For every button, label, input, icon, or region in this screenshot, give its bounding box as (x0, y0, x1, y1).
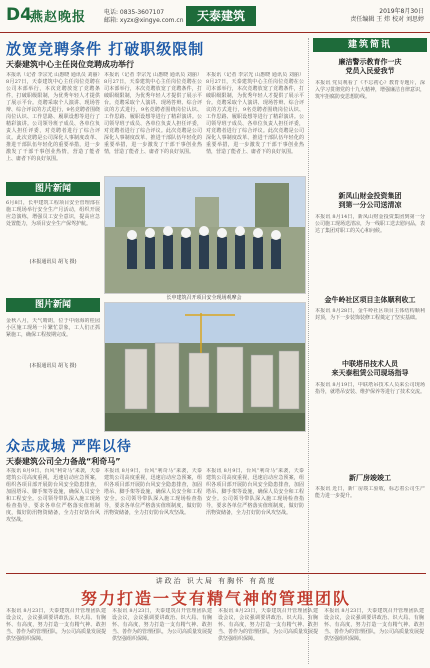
brief-title-4: 中联塔吊技术人员 来天泰租赁公司现场指导 (331, 360, 409, 377)
brief-title-1: 廉洁警示教育作一庆 党员入民爱我节 (338, 58, 402, 75)
news-briefs-sidebar (308, 38, 427, 664)
brief-body-5: 本报讯 近日，新厂房竣工验收，标志着公司生产能力进一步提升。 (315, 486, 425, 499)
lead-subhead: 天泰建筑中心主任岗位竞聘成功举行 (6, 60, 134, 69)
lead-body-col1: 本报讯（记者 李宗光 山惠晓 通讯员 刘丽）8月27日，天泰建筑中心主任岗位竞聘在公司本部举行，本次竞聘放宽了竞聘条件，打破职级限制，为优秀年轻人才提供了展示平台。竞聘采取个人演讲、现场答辩、综合评议的方式进行，9名竞聘者围绕岗位认识、工作思路、履职设想等进行了精彩演讲。公司领导班子成员、各单位负责人担任评委，对竞聘者进行了综合评议。此次竞聘是公司深化人事制度改革、推进干部队伍年轻化的重要举措，进一步激发了干部干事创业热情，营造了能者上、庸者下的良好氛围。 (6, 72, 100, 162)
bottom-body-col4: 本报讯 8月23日，天泰建筑召开管理团队建设会议，会议强调要讲政治、识大局、有胸怀、有高度，努力打造一支有精气神、敢担当、善作为的管理团队，为公司高质量发展提供坚强组织保障。 (324, 608, 424, 642)
second-body-col1: 本报讯 8月9日，台风“利奇马”来袭，天泰建筑公司高度重视，迅速启动应急预案，组织各项目部开展防台风安全隐患排查，加固塔吊、脚手架等设施，确保人员安全和工程安全。公司领导带队深入施工现场检查指导，要求各单位严格落实值班制度，做好防汛物资储备，全力打好防台风攻坚战。 (6, 468, 100, 523)
group-photo-illustration (105, 177, 305, 293)
newspaper-logo: 燕赵晚报 (30, 10, 87, 25)
brief-body-4: 本报讯 8月19日，中联塔吊技术人员来公司现场指导，就塔吊安装、维护保养等进行了技术交流。 (315, 382, 425, 395)
contact-info (104, 9, 184, 25)
brief-body-3: 本报讯 8月28日，金牛岭社区项目主体结构顺利封顶，为下一步装饰装修工程奠定了坚实基础。 (315, 308, 425, 321)
bottom-kicker: 讲政治 识大局 有胸怀 有高度 (155, 577, 277, 585)
editors: 责任编辑 王 炜 校对 刘思婷 (350, 16, 424, 23)
briefs-title: 建筑简讯 (313, 38, 427, 52)
photo-news-caption-2: 金秋八月，天气晴朗，位于中南海的桂园小区施工现场一片繁忙景象，工人们正抓紧施工，确保工程按期完成。 (6, 318, 100, 338)
second-headline: 众志成城 严阵以待 (6, 439, 132, 455)
second-subhead: 天泰建筑公司全力备战“利奇马” (6, 457, 121, 466)
brief-title-5: 新厂房竣竣工 (349, 474, 391, 482)
brief-body-1: 本报讯 党员观看了《不忘初心》教育专题片，深入学习贯彻党的十九大精神，增强廉洁自律意识，筑牢拒腐防变思想防线。 (315, 80, 425, 100)
section-divider (6, 573, 426, 574)
phone: 电话: 0835-3607107 (104, 9, 165, 16)
email: 邮箱: xyzx@xingye.com.cn (104, 17, 184, 24)
masthead (0, 0, 430, 33)
lead-body-col3: 本报讯（记者 李宗光 山惠晓 通讯员 刘丽）8月27日，天泰建筑中心主任岗位竞聘在公司本部举行，本次竞聘放宽了竞聘条件，打破职级限制，为优秀年轻人才提供了展示平台。竞聘采取个人演讲、现场答辩、综合评议的方式进行，9名竞聘者围绕岗位认识、工作思路、履职设想等进行了精彩演讲。公司领导班子成员、各单位负责人担任评委，对竞聘者进行了综合评议。此次竞聘是公司深化人事制度改革、推进干部队伍年轻化的重要举措，进一步激发了干部干事创业热情，营造了能者上、庸者下的良好氛围。 (206, 72, 304, 155)
brief-title-3: 金牛岭社区项目主体顺利收工 (324, 296, 416, 304)
date: 2019年8月30日 (379, 8, 424, 15)
brief-title-2: 新凤山财金投资集团 到第一分公司送清凉 (338, 192, 402, 209)
bottom-body-col1: 本报讯 8月23日，天泰建筑召开管理团队建设会议，会议强调要讲政治、识大局、有胸怀、有高度，努力打造一支有精气神、敢担当、善作为的管理团队，为公司高质量发展提供坚强组织保障。 (6, 608, 106, 642)
bottom-body-col2: 本报讯 8月23日，天泰建筑召开管理团队建设会议，会议强调要讲政治、识大局、有胸怀、有高度，努力打造一支有精气神、敢担当、善作为的管理团队，为公司高质量发展提供坚强组织保障。 (112, 608, 212, 642)
site-photo-illustration (105, 303, 305, 431)
second-body-col2: 本报讯 8月9日，台风“利奇马”来袭，天泰建筑公司高度重视，迅速启动应急预案，组织各项目部开展防台风安全隐患排查，加固塔吊、脚手架等设施，确保人员安全和工程安全。公司领导带队深入施工现场检查指导，要求各单位严格落实值班制度，做好防汛物资储备，全力打好防台风攻坚战。 (104, 468, 202, 516)
photo-news-caption-1: 6月8日，长申建筑工程项目安全管理部在施工现场举行安全生产月活动，组织开展应急演练，增强员工安全意识，提高应急处置能力，为项目安全生产保驾护航。 (6, 200, 100, 227)
bottom-body-col3: 本报讯 8月23日，天泰建筑召开管理团队建设会议，会议强调要讲政治、识大局、有胸怀、有高度，努力打造一支有精气神、敢担当、善作为的管理团队，为公司高质量发展提供坚强组织保障。 (218, 608, 318, 642)
construction-group-photo (104, 176, 306, 294)
lead-headline: 放宽竞聘条件 打破职级限制 (6, 40, 205, 58)
photo-news-source-2: (本报通讯员 胡飞 摄) (29, 363, 77, 369)
issue-date (318, 8, 424, 24)
photo-caption: 长申建筑召开项目安全现场观摩会 (166, 295, 242, 301)
photo-news-label-1: 图片新闻 (6, 182, 100, 196)
lead-body-col2: 本报讯（记者 李宗光 山惠晓 通讯员 刘丽）8月27日，天泰建筑中心主任岗位竞聘在公司本部举行，本次竞聘放宽了竞聘条件，打破职级限制，为优秀年轻人才提供了展示平台。竞聘采取个人演讲、现场答辩、综合评议的方式进行，9名竞聘者围绕岗位认识、工作思路、履职设想等进行了精彩演讲。公司领导班子成员、各单位负责人担任评委，对竞聘者进行了综合评议。此次竞聘是公司深化人事制度改革、推进干部队伍年轻化的重要举措，进一步激发了干部干事创业热情，营造了能者上、庸者下的良好氛围。 (104, 72, 202, 155)
section-title: 天泰建筑 (186, 6, 256, 26)
construction-site-photo (104, 302, 306, 432)
bottom-headline: 努力打造一支有精气神的管理团队 (80, 589, 351, 608)
brief-body-2: 本报讯 8月14日，新凤山财金投资集团到第一分公司施工现场送清凉，为一线职工送去慰问品，表达了集团对职工的关心和问候。 (315, 214, 425, 234)
page-number: D4 (6, 5, 32, 25)
second-body-col3: 本报讯 8月9日，台风“利奇马”来袭，天泰建筑公司高度重视，迅速启动应急预案，组织各项目部开展防台风安全隐患排查，加固塔吊、脚手架等设施，确保人员安全和工程安全。公司领导带队深入施工现场检查指导，要求各单位严格落实值班制度，做好防汛物资储备，全力打好防台风攻坚战。 (206, 468, 304, 516)
photo-news-source-1: (本报通讯员 胡飞 摄) (29, 259, 77, 265)
photo-news-label-2: 图片新闻 (6, 298, 100, 312)
